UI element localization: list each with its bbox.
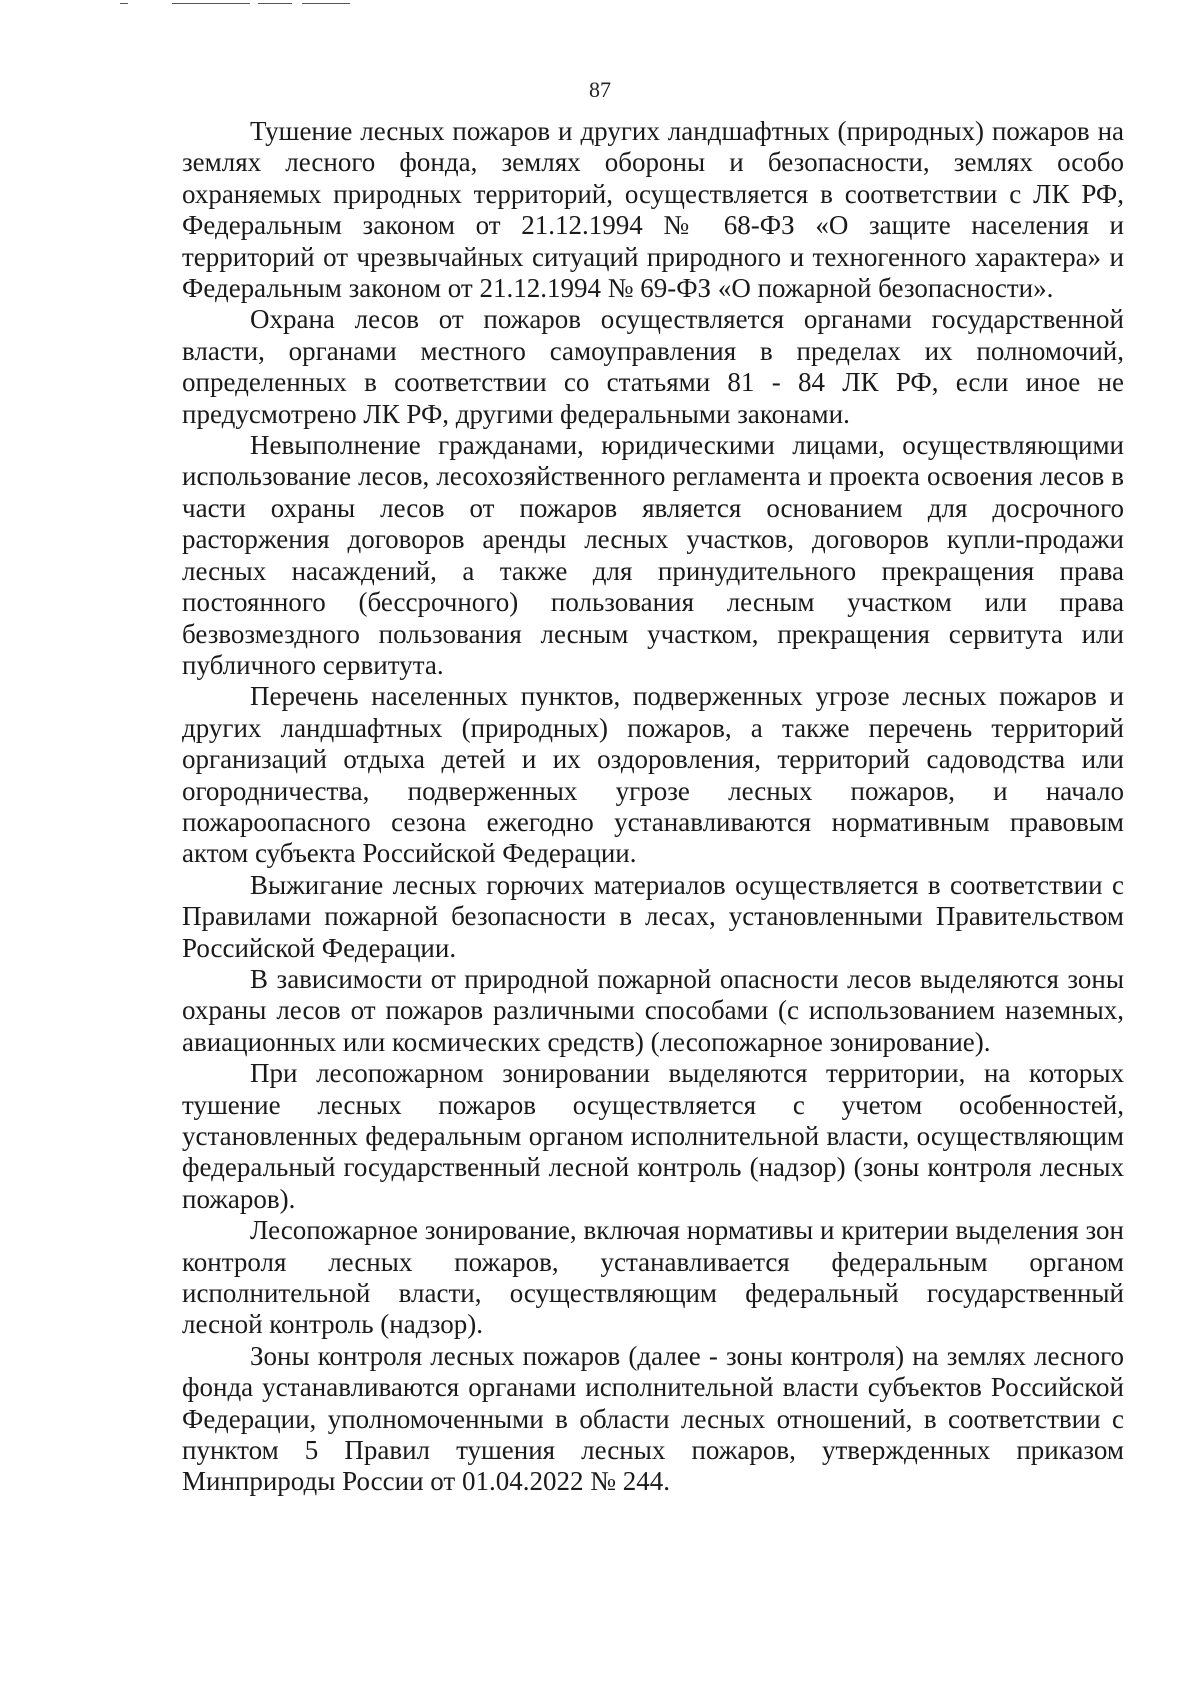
page-number: 87 [589,77,611,102]
scan-artifact-marks [120,0,360,8]
paragraph-noncompliance: Невыполнение гражданами, юридическими лицами, осуществляющими использование лесов, лесохозяйственного регламента и проекта освоения лесов в части охраны лесов от пожаров является основанием для досрочного расторжения договоров аренды лесных участков, договоров купли-продажи лесных насаждений, а также для принудительного прекращения права постоянного (бессрочного) пользования лесным участком или права безвозмездного пользования лесным участком, прекращения сервитута или публичного сервитута. [182,430,1124,680]
paragraph-forest-protection: Охрана лесов от пожаров осуществляется органами государственной власти, органами местного самоуправления в пределах их полномочий, определенных в соответствии со статьями 81 - 84 ЛК РФ, если иное не предусмотрено ЛК РФ, другими федеральными законами. [182,304,1124,429]
paragraph-settlements-list: Перечень населенных пунктов, подверженных угрозе лесных пожаров и других ландшафтных (природных) пожаров, а также перечень территорий организаций отдыха детей и их оздоровления, территорий садоводства или огородничества, подверженных угрозе лесных пожаров, и начало пожароопасного сезона ежегодно устанавливаются нормативным правовым актом субъекта Российской Федерации. [182,681,1124,869]
paragraph-controlled-burning: Выжигание лесных горючих материалов осуществляется в соответствии с Правилами пожарной безопасности в лесах, установленными Правительством Российской Федерации. [182,869,1124,963]
paragraph-fire-extinguishing: Тушение лесных пожаров и других ландшафтных (природных) пожаров на землях лесного фонда, землях обороны и безопасности, землях особо охраняемых природных территорий, осуществляется в соответствии с ЛК РФ, Федеральным законом от 21.12.1994 № 68-ФЗ «О защите населения и территорий от чрезвычайных ситуаций природного и техногенного характера» и Федеральным законом от 21.12.1994 № 69-ФЗ «О пожарной безопасности». [182,116,1124,304]
paragraph-control-zones: Зоны контроля лесных пожаров (далее - зоны контроля) на землях лесного фонда устанавливаются органами исполнительной власти субъектов Российской Федерации, уполномоченными в области лесных отношений, в соответствии с пунктом 5 Правил тушения лесных пожаров, утвержденных приказом Минприроды России от 01.04.2022 № 244. [182,1340,1124,1497]
document-body [182,116,1124,1498]
paragraph-zoning-standards: Лесопожарное зонирование, включая нормативы и критерии выделения зон контроля лесных пожаров, устанавливается федеральным органом исполнительной власти, осуществляющим федеральный государственный лесной контроль (надзор). [182,1215,1124,1340]
paragraph-zoning-territories: При лесопожарном зонировании выделяются территории, на которых тушение лесных пожаров осуществляется с учетом особенностей, установленных федеральным органом исполнительной власти, осуществляющим федеральный государственный лесной контроль (надзор) (зоны контроля лесных пожаров). [182,1058,1124,1214]
paragraph-fire-zones: В зависимости от природной пожарной опасности лесов выделяются зоны охраны лесов от пожаров различными способами (с использованием наземных, авиационных или космических средств) (лесопожарное зонирование). [182,963,1124,1057]
